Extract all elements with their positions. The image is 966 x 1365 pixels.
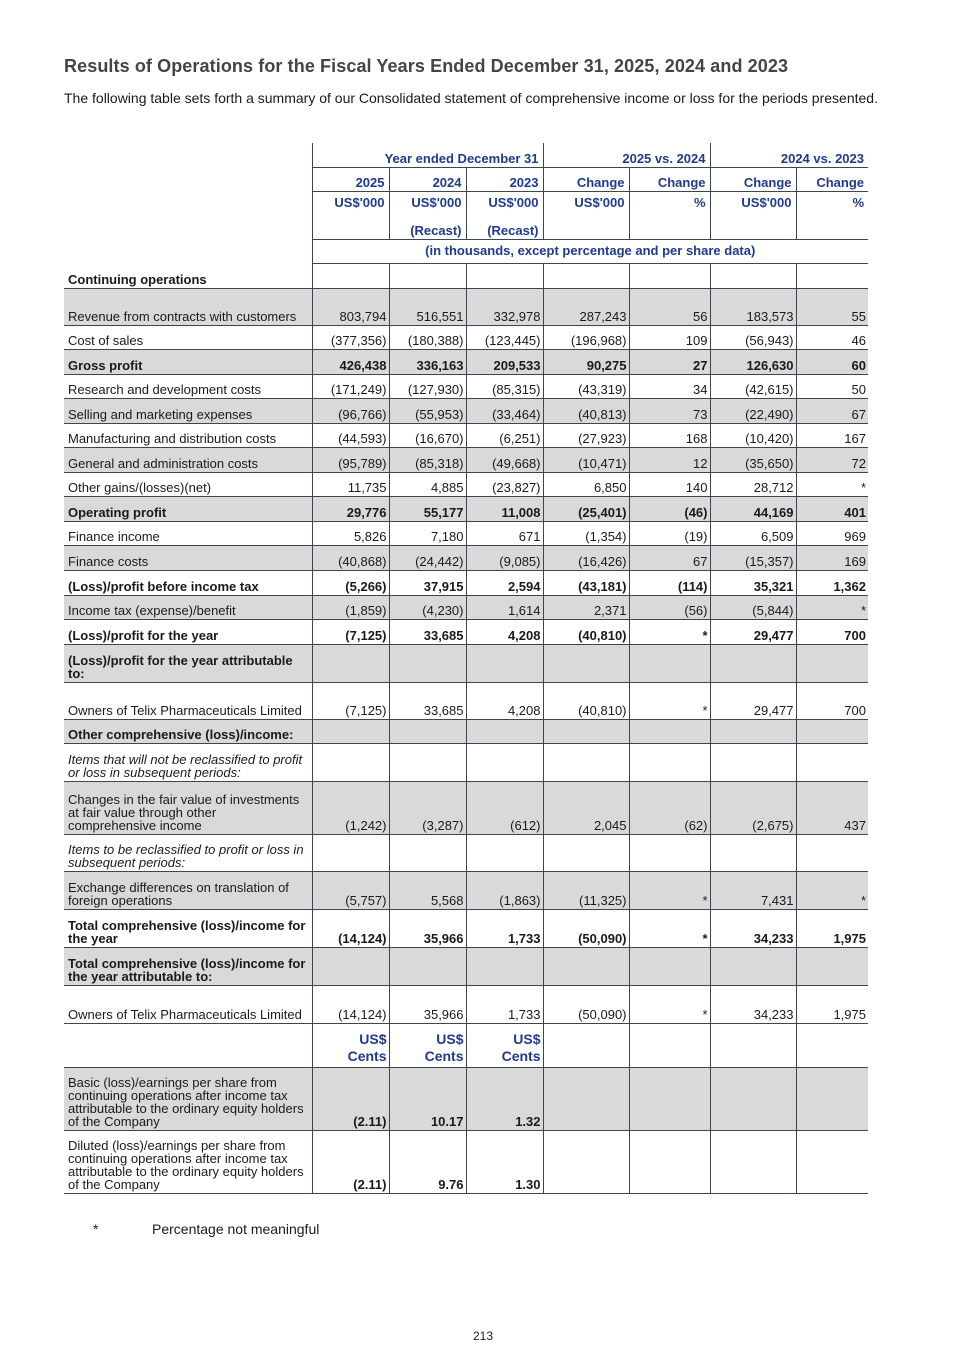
row-value xyxy=(389,947,466,985)
row-value: (5,844) xyxy=(710,595,796,619)
row-value: 167 xyxy=(796,423,868,447)
row-value: 35,966 xyxy=(389,985,466,1023)
row-value: 2,371 xyxy=(543,595,629,619)
header-year: 2025 xyxy=(312,167,389,191)
row-value: 28,712 xyxy=(710,472,796,496)
row-value: 73 xyxy=(629,398,710,423)
row-value: (1,863) xyxy=(466,871,543,909)
row-label: Income tax (expense)/benefit xyxy=(64,595,312,619)
row-value xyxy=(466,947,543,985)
row-label: Owners of Telix Pharmaceuticals Limited xyxy=(64,985,312,1023)
header-unit: US$'000 xyxy=(466,191,543,216)
row-value: 4,208 xyxy=(466,682,543,719)
row-value: 332,978 xyxy=(466,288,543,325)
header-unit: US$'000 xyxy=(543,191,629,216)
row-value xyxy=(543,644,629,682)
row-value: (5,266) xyxy=(312,570,389,595)
row-value: * xyxy=(796,871,868,909)
header-blank xyxy=(64,239,312,263)
row-label: Finance income xyxy=(64,521,312,545)
header-blank xyxy=(629,216,710,239)
eps-value: 1.32 xyxy=(466,1067,543,1130)
row-value: 671 xyxy=(466,521,543,545)
row-value: 1,362 xyxy=(796,570,868,595)
header-recast: (Recast) xyxy=(389,216,466,239)
row-label: Total comprehensive (loss)/income for the year attributable to: xyxy=(64,947,312,985)
header-group-2025-vs-2024: 2025 vs. 2024 xyxy=(543,143,710,167)
row-value: 29,477 xyxy=(710,619,796,644)
table-row xyxy=(64,644,868,682)
row-value: * xyxy=(629,619,710,644)
row-value: 29,776 xyxy=(312,496,389,521)
row-value xyxy=(796,834,868,871)
row-value: (40,810) xyxy=(543,682,629,719)
table-row xyxy=(64,909,868,947)
row-label: Continuing operations xyxy=(64,263,312,288)
table-row xyxy=(64,985,868,1023)
row-label: Exchange differences on translation of foreign operations xyxy=(64,871,312,909)
row-value: * xyxy=(629,871,710,909)
table-row xyxy=(64,423,868,447)
row-label: (Loss)/profit before income tax xyxy=(64,570,312,595)
row-value: 1,975 xyxy=(796,985,868,1023)
row-value xyxy=(312,263,389,288)
row-value: 2,045 xyxy=(543,781,629,834)
row-value: (16,426) xyxy=(543,545,629,570)
row-label: Items that will not be reclassified to profit or loss in subsequent periods: xyxy=(64,743,312,781)
eps-unit-header: US$ Cents xyxy=(312,1023,389,1067)
row-value: (14,124) xyxy=(312,909,389,947)
row-value: 37,915 xyxy=(389,570,466,595)
header-blank xyxy=(64,167,312,191)
table-row xyxy=(64,496,868,521)
table-row xyxy=(64,325,868,349)
header-blank xyxy=(796,216,868,239)
row-value: 2,594 xyxy=(466,570,543,595)
header-group-2024-vs-2023: 2024 vs. 2023 xyxy=(710,143,868,167)
page-title: Results of Operations for the Fiscal Years Ended December 31, 2025, 2024 and 2023 xyxy=(64,56,789,76)
header-year: 2024 xyxy=(389,167,466,191)
row-value: (56,943) xyxy=(710,325,796,349)
row-label: (Loss)/profit for the year xyxy=(64,619,312,644)
row-label: Changes in the fair value of investments at fair value through other comprehensive income xyxy=(64,781,312,834)
row-value xyxy=(710,719,796,743)
header-unit: US$'000 xyxy=(710,191,796,216)
row-value: (11,325) xyxy=(543,871,629,909)
row-value xyxy=(543,719,629,743)
row-value xyxy=(466,719,543,743)
row-value: (24,442) xyxy=(389,545,466,570)
row-value: 29,477 xyxy=(710,682,796,719)
row-value: 169 xyxy=(796,545,868,570)
row-value xyxy=(389,743,466,781)
eps-value: 1.30 xyxy=(466,1130,543,1193)
row-value: 1,733 xyxy=(466,909,543,947)
table-row xyxy=(64,398,868,423)
row-value: 46 xyxy=(796,325,868,349)
results-table xyxy=(64,143,868,1194)
row-value: 336,163 xyxy=(389,349,466,374)
table-row xyxy=(64,682,868,719)
row-label: (Loss)/profit for the year attributable to: xyxy=(64,644,312,682)
row-value xyxy=(629,743,710,781)
row-value: 700 xyxy=(796,682,868,719)
row-value: 55,177 xyxy=(389,496,466,521)
empty-cell xyxy=(710,1130,796,1193)
empty-cell xyxy=(796,1023,868,1067)
row-value: (25,401) xyxy=(543,496,629,521)
row-value: (1,242) xyxy=(312,781,389,834)
header-change: Change xyxy=(710,167,796,191)
row-value xyxy=(312,834,389,871)
row-value xyxy=(796,743,868,781)
row-value: 401 xyxy=(796,496,868,521)
eps-label: Diluted (loss)/earnings per share from continuing operations after income tax attributable to the ordinary equity holders of the Company xyxy=(64,1130,312,1193)
row-value: (56) xyxy=(629,595,710,619)
row-value: 50 xyxy=(796,374,868,398)
header-unit: US$'000 xyxy=(312,191,389,216)
row-value: 126,630 xyxy=(710,349,796,374)
header-change: Change xyxy=(629,167,710,191)
row-value: (15,357) xyxy=(710,545,796,570)
row-value: (10,471) xyxy=(543,447,629,472)
row-value: 27 xyxy=(629,349,710,374)
row-label: Operating profit xyxy=(64,496,312,521)
row-value: (14,124) xyxy=(312,985,389,1023)
eps-header-blank xyxy=(64,1023,312,1067)
row-value xyxy=(629,834,710,871)
empty-cell xyxy=(710,1023,796,1067)
row-value: 12 xyxy=(629,447,710,472)
table-row xyxy=(64,521,868,545)
row-value: 34 xyxy=(629,374,710,398)
row-value: (35,650) xyxy=(710,447,796,472)
row-value: 67 xyxy=(629,545,710,570)
table-row xyxy=(64,288,868,325)
row-value xyxy=(312,743,389,781)
empty-cell xyxy=(796,1067,868,1130)
row-value: 5,826 xyxy=(312,521,389,545)
row-value: (40,813) xyxy=(543,398,629,423)
row-value: 56 xyxy=(629,288,710,325)
row-value xyxy=(389,263,466,288)
row-value: 1,975 xyxy=(796,909,868,947)
eps-value: (2.11) xyxy=(312,1130,389,1193)
row-value: (23,827) xyxy=(466,472,543,496)
eps-label: Basic (loss)/earnings per share from continuing operations after income tax attributable to the ordinary equity holders of the Company xyxy=(64,1067,312,1130)
row-label: Items to be reclassified to profit or loss in subsequent periods: xyxy=(64,834,312,871)
row-value xyxy=(466,834,543,871)
row-value: 60 xyxy=(796,349,868,374)
empty-cell xyxy=(543,1023,629,1067)
row-value xyxy=(543,834,629,871)
row-value: (377,356) xyxy=(312,325,389,349)
row-value: (1,354) xyxy=(543,521,629,545)
row-value: (44,593) xyxy=(312,423,389,447)
row-value xyxy=(466,644,543,682)
row-value: (5,757) xyxy=(312,871,389,909)
header-group-year-ended: Year ended December 31 xyxy=(312,143,543,167)
row-value: 90,275 xyxy=(543,349,629,374)
row-value: (42,615) xyxy=(710,374,796,398)
eps-value: 10.17 xyxy=(389,1067,466,1130)
row-value: (196,968) xyxy=(543,325,629,349)
row-value: 35,966 xyxy=(389,909,466,947)
header-recast: (Recast) xyxy=(466,216,543,239)
intro-paragraph: The following table sets forth a summary of our Consolidated statement of comprehensive income or loss for the periods presented. xyxy=(64,90,878,106)
header-blank xyxy=(543,216,629,239)
row-value: (171,249) xyxy=(312,374,389,398)
row-label: Research and development costs xyxy=(64,374,312,398)
table-row xyxy=(64,619,868,644)
row-value xyxy=(312,644,389,682)
table-row xyxy=(64,743,868,781)
eps-unit-header: US$ Cents xyxy=(466,1023,543,1067)
row-value xyxy=(466,263,543,288)
row-value: (19) xyxy=(629,521,710,545)
row-value xyxy=(389,834,466,871)
row-value xyxy=(543,263,629,288)
header-blank xyxy=(312,216,389,239)
row-value: (96,766) xyxy=(312,398,389,423)
empty-cell xyxy=(543,1067,629,1130)
row-value: (2,675) xyxy=(710,781,796,834)
row-value: 44,169 xyxy=(710,496,796,521)
row-value: (40,868) xyxy=(312,545,389,570)
row-value: (612) xyxy=(466,781,543,834)
row-value xyxy=(629,719,710,743)
row-value: 72 xyxy=(796,447,868,472)
row-value: (4,230) xyxy=(389,595,466,619)
row-value: (127,930) xyxy=(389,374,466,398)
header-blank xyxy=(64,216,312,239)
row-value: 168 xyxy=(629,423,710,447)
row-label: Other comprehensive (loss)/income: xyxy=(64,719,312,743)
row-label: Total comprehensive (loss)/income for the year xyxy=(64,909,312,947)
table-row xyxy=(64,374,868,398)
row-label: Owners of Telix Pharmaceuticals Limited xyxy=(64,682,312,719)
row-value xyxy=(796,947,868,985)
row-value: 426,438 xyxy=(312,349,389,374)
row-value: * xyxy=(796,472,868,496)
row-value: (33,464) xyxy=(466,398,543,423)
table-row xyxy=(64,570,868,595)
table-row xyxy=(64,545,868,570)
row-label: Finance costs xyxy=(64,545,312,570)
row-label: Revenue from contracts with customers xyxy=(64,288,312,325)
row-value: * xyxy=(796,595,868,619)
footnote-symbol: * xyxy=(93,1221,99,1237)
header-change: Change xyxy=(796,167,868,191)
table-row xyxy=(64,472,868,496)
row-value: 33,685 xyxy=(389,682,466,719)
row-label: Selling and marketing expenses xyxy=(64,398,312,423)
row-value: 7,180 xyxy=(389,521,466,545)
header-unit: US$'000 xyxy=(389,191,466,216)
row-value: (114) xyxy=(629,570,710,595)
row-label: Manufacturing and distribution costs xyxy=(64,423,312,447)
row-label: General and administration costs xyxy=(64,447,312,472)
row-value: 1,614 xyxy=(466,595,543,619)
row-value: (85,315) xyxy=(466,374,543,398)
row-value: (50,090) xyxy=(543,909,629,947)
row-value: 109 xyxy=(629,325,710,349)
row-value: 67 xyxy=(796,398,868,423)
table-row xyxy=(64,447,868,472)
row-value: 1,733 xyxy=(466,985,543,1023)
row-value: 969 xyxy=(796,521,868,545)
row-value xyxy=(710,834,796,871)
row-label: Gross profit xyxy=(64,349,312,374)
header-unit: % xyxy=(796,191,868,216)
row-value xyxy=(629,947,710,985)
eps-value: 9.76 xyxy=(389,1130,466,1193)
empty-cell xyxy=(629,1130,710,1193)
row-label: Cost of sales xyxy=(64,325,312,349)
header-year: 2023 xyxy=(466,167,543,191)
row-value xyxy=(312,719,389,743)
row-value: (46) xyxy=(629,496,710,521)
footnote-text: Percentage not meaningful xyxy=(152,1221,320,1237)
row-value: (7,125) xyxy=(312,682,389,719)
row-value xyxy=(710,743,796,781)
row-value: 11,008 xyxy=(466,496,543,521)
header-blank xyxy=(710,216,796,239)
row-value: (9,085) xyxy=(466,545,543,570)
row-value: (43,181) xyxy=(543,570,629,595)
row-value: (40,810) xyxy=(543,619,629,644)
header-blank xyxy=(64,191,312,216)
row-value: 35,321 xyxy=(710,570,796,595)
table-row xyxy=(64,595,868,619)
row-value: 516,551 xyxy=(389,288,466,325)
row-value: 437 xyxy=(796,781,868,834)
row-value: * xyxy=(629,985,710,1023)
empty-cell xyxy=(543,1130,629,1193)
row-value xyxy=(312,947,389,985)
row-value xyxy=(629,263,710,288)
row-value: 803,794 xyxy=(312,288,389,325)
row-value: (49,668) xyxy=(466,447,543,472)
row-value xyxy=(543,947,629,985)
row-value xyxy=(796,644,868,682)
row-value xyxy=(389,644,466,682)
row-value: 700 xyxy=(796,619,868,644)
row-value: 183,573 xyxy=(710,288,796,325)
row-value: (16,670) xyxy=(389,423,466,447)
row-value: (1,859) xyxy=(312,595,389,619)
row-value: 140 xyxy=(629,472,710,496)
row-value: (6,251) xyxy=(466,423,543,447)
header-change: Change xyxy=(543,167,629,191)
row-value: 6,509 xyxy=(710,521,796,545)
row-value: (55,953) xyxy=(389,398,466,423)
eps-value: (2.11) xyxy=(312,1067,389,1130)
row-value: (50,090) xyxy=(543,985,629,1023)
row-value: 33,685 xyxy=(389,619,466,644)
row-value xyxy=(796,719,868,743)
empty-cell xyxy=(629,1067,710,1130)
row-value: 34,233 xyxy=(710,985,796,1023)
row-value: (3,287) xyxy=(389,781,466,834)
row-value: * xyxy=(629,682,710,719)
row-value xyxy=(389,719,466,743)
header-unit: % xyxy=(629,191,710,216)
page-number: 213 xyxy=(472,1329,494,1343)
row-value: (62) xyxy=(629,781,710,834)
row-value xyxy=(710,947,796,985)
row-value xyxy=(466,743,543,781)
row-value xyxy=(710,644,796,682)
row-value: (43,319) xyxy=(543,374,629,398)
row-label: Other gains/(losses)(net) xyxy=(64,472,312,496)
table-row xyxy=(64,719,868,743)
row-value: 4,885 xyxy=(389,472,466,496)
row-value: (123,445) xyxy=(466,325,543,349)
row-value: 11,735 xyxy=(312,472,389,496)
table-row xyxy=(64,871,868,909)
row-value: (85,318) xyxy=(389,447,466,472)
row-value: 5,568 xyxy=(389,871,466,909)
row-value: 4,208 xyxy=(466,619,543,644)
row-value: 7,431 xyxy=(710,871,796,909)
row-value: (10,420) xyxy=(710,423,796,447)
row-value: 287,243 xyxy=(543,288,629,325)
row-value: 55 xyxy=(796,288,868,325)
row-value xyxy=(796,263,868,288)
row-value: 6,850 xyxy=(543,472,629,496)
table-row xyxy=(64,781,868,834)
empty-cell xyxy=(796,1130,868,1193)
empty-cell xyxy=(710,1067,796,1130)
header-blank xyxy=(64,143,312,167)
row-value xyxy=(629,644,710,682)
eps-unit-header: US$ Cents xyxy=(389,1023,466,1067)
row-value: * xyxy=(629,909,710,947)
table-row xyxy=(64,263,868,288)
row-value: (27,923) xyxy=(543,423,629,447)
table-row xyxy=(64,947,868,985)
table-row xyxy=(64,349,868,374)
empty-cell xyxy=(629,1023,710,1067)
row-value xyxy=(543,743,629,781)
row-value: 209,533 xyxy=(466,349,543,374)
table-row xyxy=(64,834,868,871)
row-value: (22,490) xyxy=(710,398,796,423)
row-value: (7,125) xyxy=(312,619,389,644)
row-value: (180,388) xyxy=(389,325,466,349)
header-units-note: (in thousands, except percentage and per share data) xyxy=(312,239,868,263)
row-value: (95,789) xyxy=(312,447,389,472)
row-value: 34,233 xyxy=(710,909,796,947)
row-value xyxy=(710,263,796,288)
